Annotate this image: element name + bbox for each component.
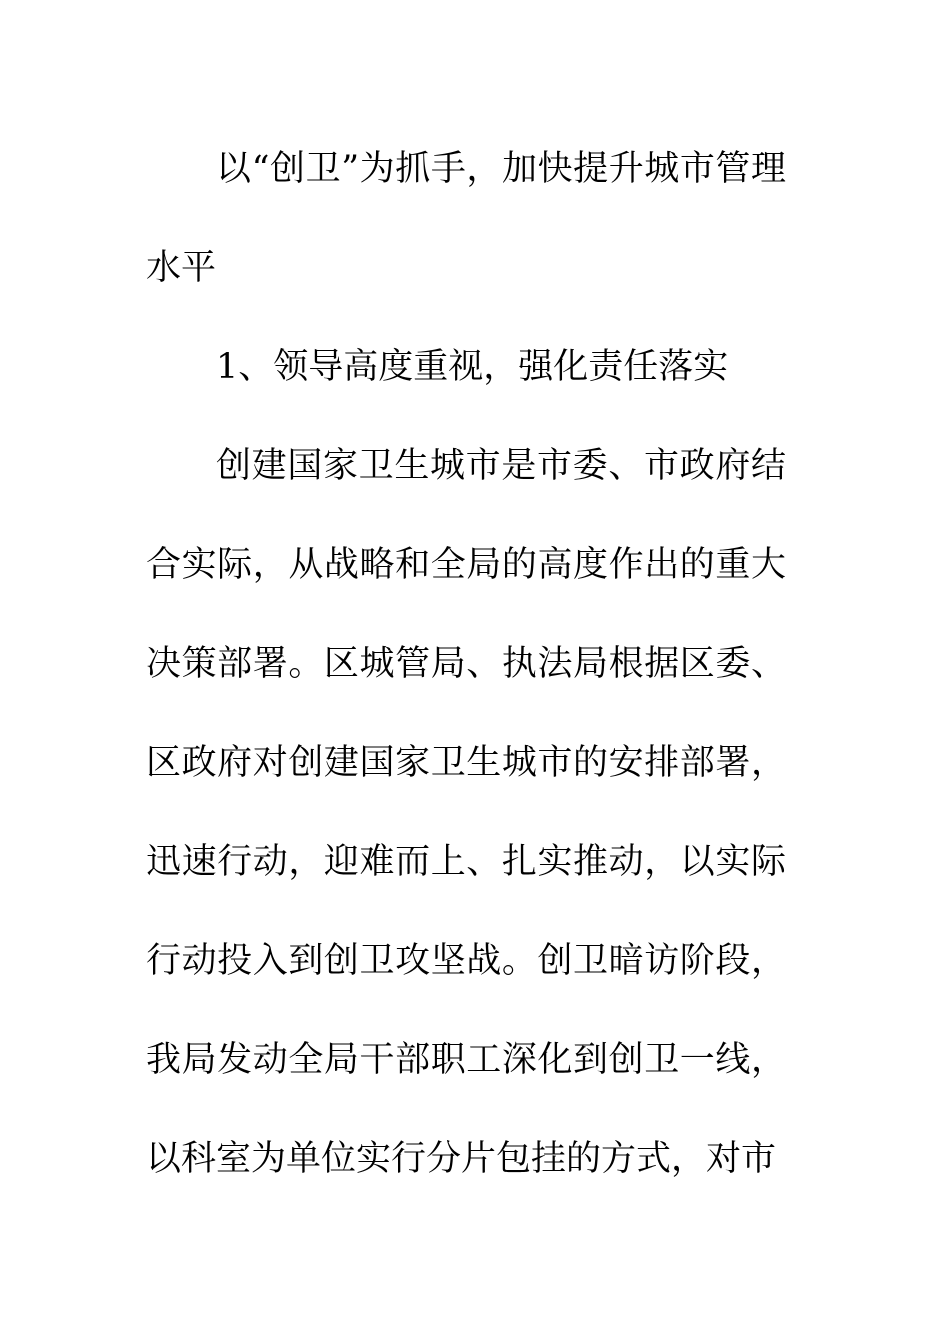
document-content: [146, 120, 786, 1209]
body-paragraph: 创建国家卫生城市是市委、市政府结合实际，从战略和全局的高度作出的重大决策部署。区城管局、执法局根据区委、区政府对创建国家卫生城市的安排部署，迅速行动，迎难而上、扎实推动，以实际行动投入到创卫攻坚战。创卫暗访阶段，我局发动全局干部职工深化到创卫一线，以科室为单位实行分片包挂的方式，对市: [146, 446, 786, 1179]
section-heading: 1、领导高度重视，强化责任落实: [216, 347, 729, 387]
document-heading: 以“创卫”为抓手，加快提升城市管理水平: [146, 149, 786, 288]
